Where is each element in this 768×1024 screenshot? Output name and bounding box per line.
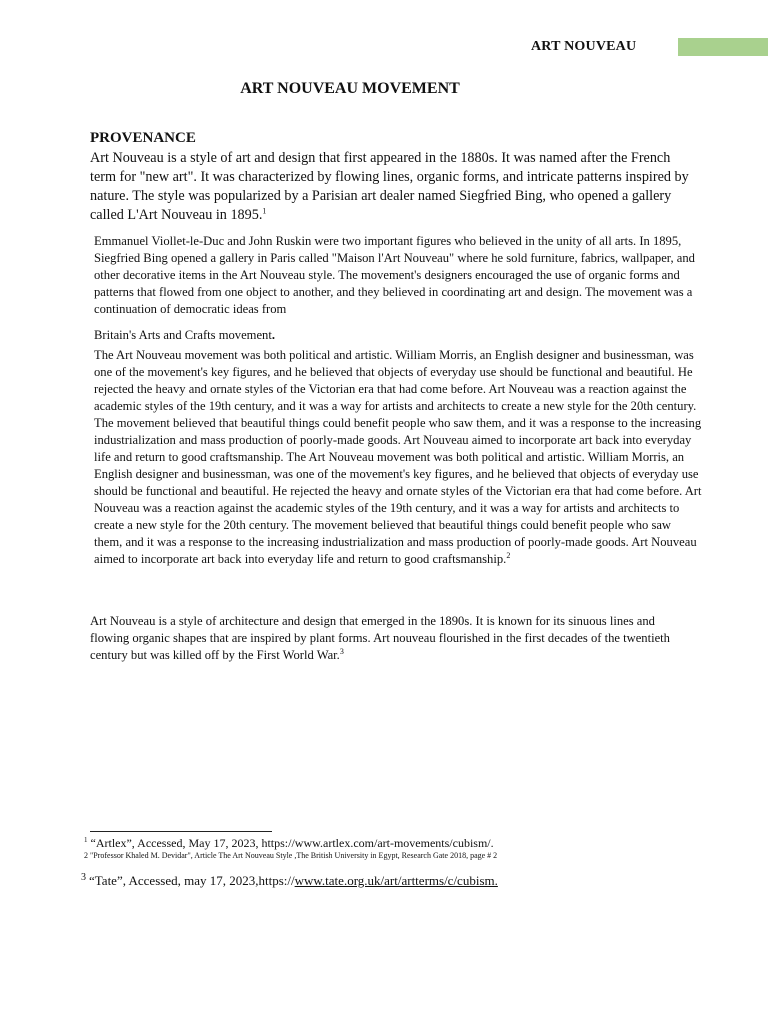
section-heading-provenance: PROVENANCE <box>90 130 196 146</box>
paragraph-2-tail <box>94 327 702 344</box>
header-accent-bar <box>678 38 768 56</box>
footnote-1-text[interactable]: “Artlex”, Accessed, May 17, 2023, https://www.artlex.com/art-movements/cubism/. <box>90 836 494 850</box>
footnote-1-number: 1 <box>84 836 88 844</box>
footnote-ref-2[interactable]: 2 <box>506 550 511 560</box>
document-title: ART NOUVEAU MOVEMENT <box>240 80 460 97</box>
paragraph-2: Emmanuel Viollet-le-Duc and John Ruskin were two important figures who believed in the unity of all arts. In 1895, Siegfried Bing opened a gallery in Paris called "Maison l'Art Nouveau" where he sold furniture, fabrics, wallpaper, and other decorative items in the Art Nouveau style. The movement's designers encouraged the use of organic forms and patterns that flowed from one object to another, and they believed in coordinating art and design. The movement was a continuation of democratic ideas from <box>94 234 695 316</box>
paragraph-1-text: Art Nouveau is a style of art and design that first appeared in the 1880s. It was named after the French term for "new art". It was characterized by flowing lines, organic forms, and intricate patterns inspired by nature. The style was popularized by a Parisian art dealer named Siegfried Bing, who opened a gallery called L'Art Nouveau in 1895. <box>90 150 689 223</box>
footnote-separator <box>90 831 272 832</box>
paragraph-3 <box>94 347 702 568</box>
footnote-3-link[interactable]: www.tate.org.uk/art/artterms/c/cubism. <box>294 873 498 888</box>
paragraph-4 <box>90 613 690 664</box>
footnote-1 <box>84 836 704 850</box>
paragraph-1 <box>90 149 690 225</box>
footnote-3-prefix: “Tate”, Accessed, may 17, 2023,https:// <box>89 873 295 888</box>
footnote-3-number: 3 <box>81 871 86 883</box>
running-header-title: ART NOUVEAU <box>531 39 637 54</box>
paragraph-4-text: Art Nouveau is a style of architecture and design that emerged in the 1890s. It is known for its sinuous lines and flowing organic shapes that are inspired by plant forms. Art nouveau flourished in the first decades of the twentieth century but was killed off by the First World War. <box>90 614 670 662</box>
footnote-2: 2 "Professor Khaled M. Devidar", Article The Art Nouveau Style ,The British University in Egypt, Research Gate 2018, page # 2 <box>84 851 498 860</box>
paragraph-3-text: The Art Nouveau movement was both political and artistic. William Morris, an English designer and businessman, was one of the movement's key figures, and he believed that objects of everyday use should be functional and beautiful. He rejected the heavy and ornate styles of the Victorian era that had come before. Art Nouveau was a reaction against the academic styles of the 19th century, and it was a way for artists and architects to create a new style for the 20th century. The movement believed that beautiful things could benefit people who saw them, and it was a response to the increasing industrialization and mass production of poorly-made goods. Art Nouveau aimed to incorporate art back into everyday life and return to good craftsmanship. The Art Nouveau movement was both political and artistic. William Morris, an English designer and businessman, was one of the movement's key figures, and he believed that objects of everyday use should be functional and beautiful. He rejected the heavy and ornate styles of the Victorian era that had come before. Art Nouveau was a reaction against the academic styles of the 19th century, and it was a way for artists and architects to create a new style for the 20th century. The movement believed that beautiful things could benefit people who saw them, and it was a response to the increasing industrialization and mass production of poorly-made goods. Art Nouveau aimed to incorporate art back into everyday life and return to good craftsmanship. <box>94 348 702 566</box>
footnote-ref-3[interactable]: 3 <box>339 646 344 656</box>
footnote-ref-1[interactable]: 1 <box>262 206 267 216</box>
paragraph-2-tail-period: . <box>271 328 276 342</box>
paragraph-2-tail-text: Britain's Arts and Crafts movement <box>94 328 272 342</box>
footnote-3 <box>81 873 701 889</box>
